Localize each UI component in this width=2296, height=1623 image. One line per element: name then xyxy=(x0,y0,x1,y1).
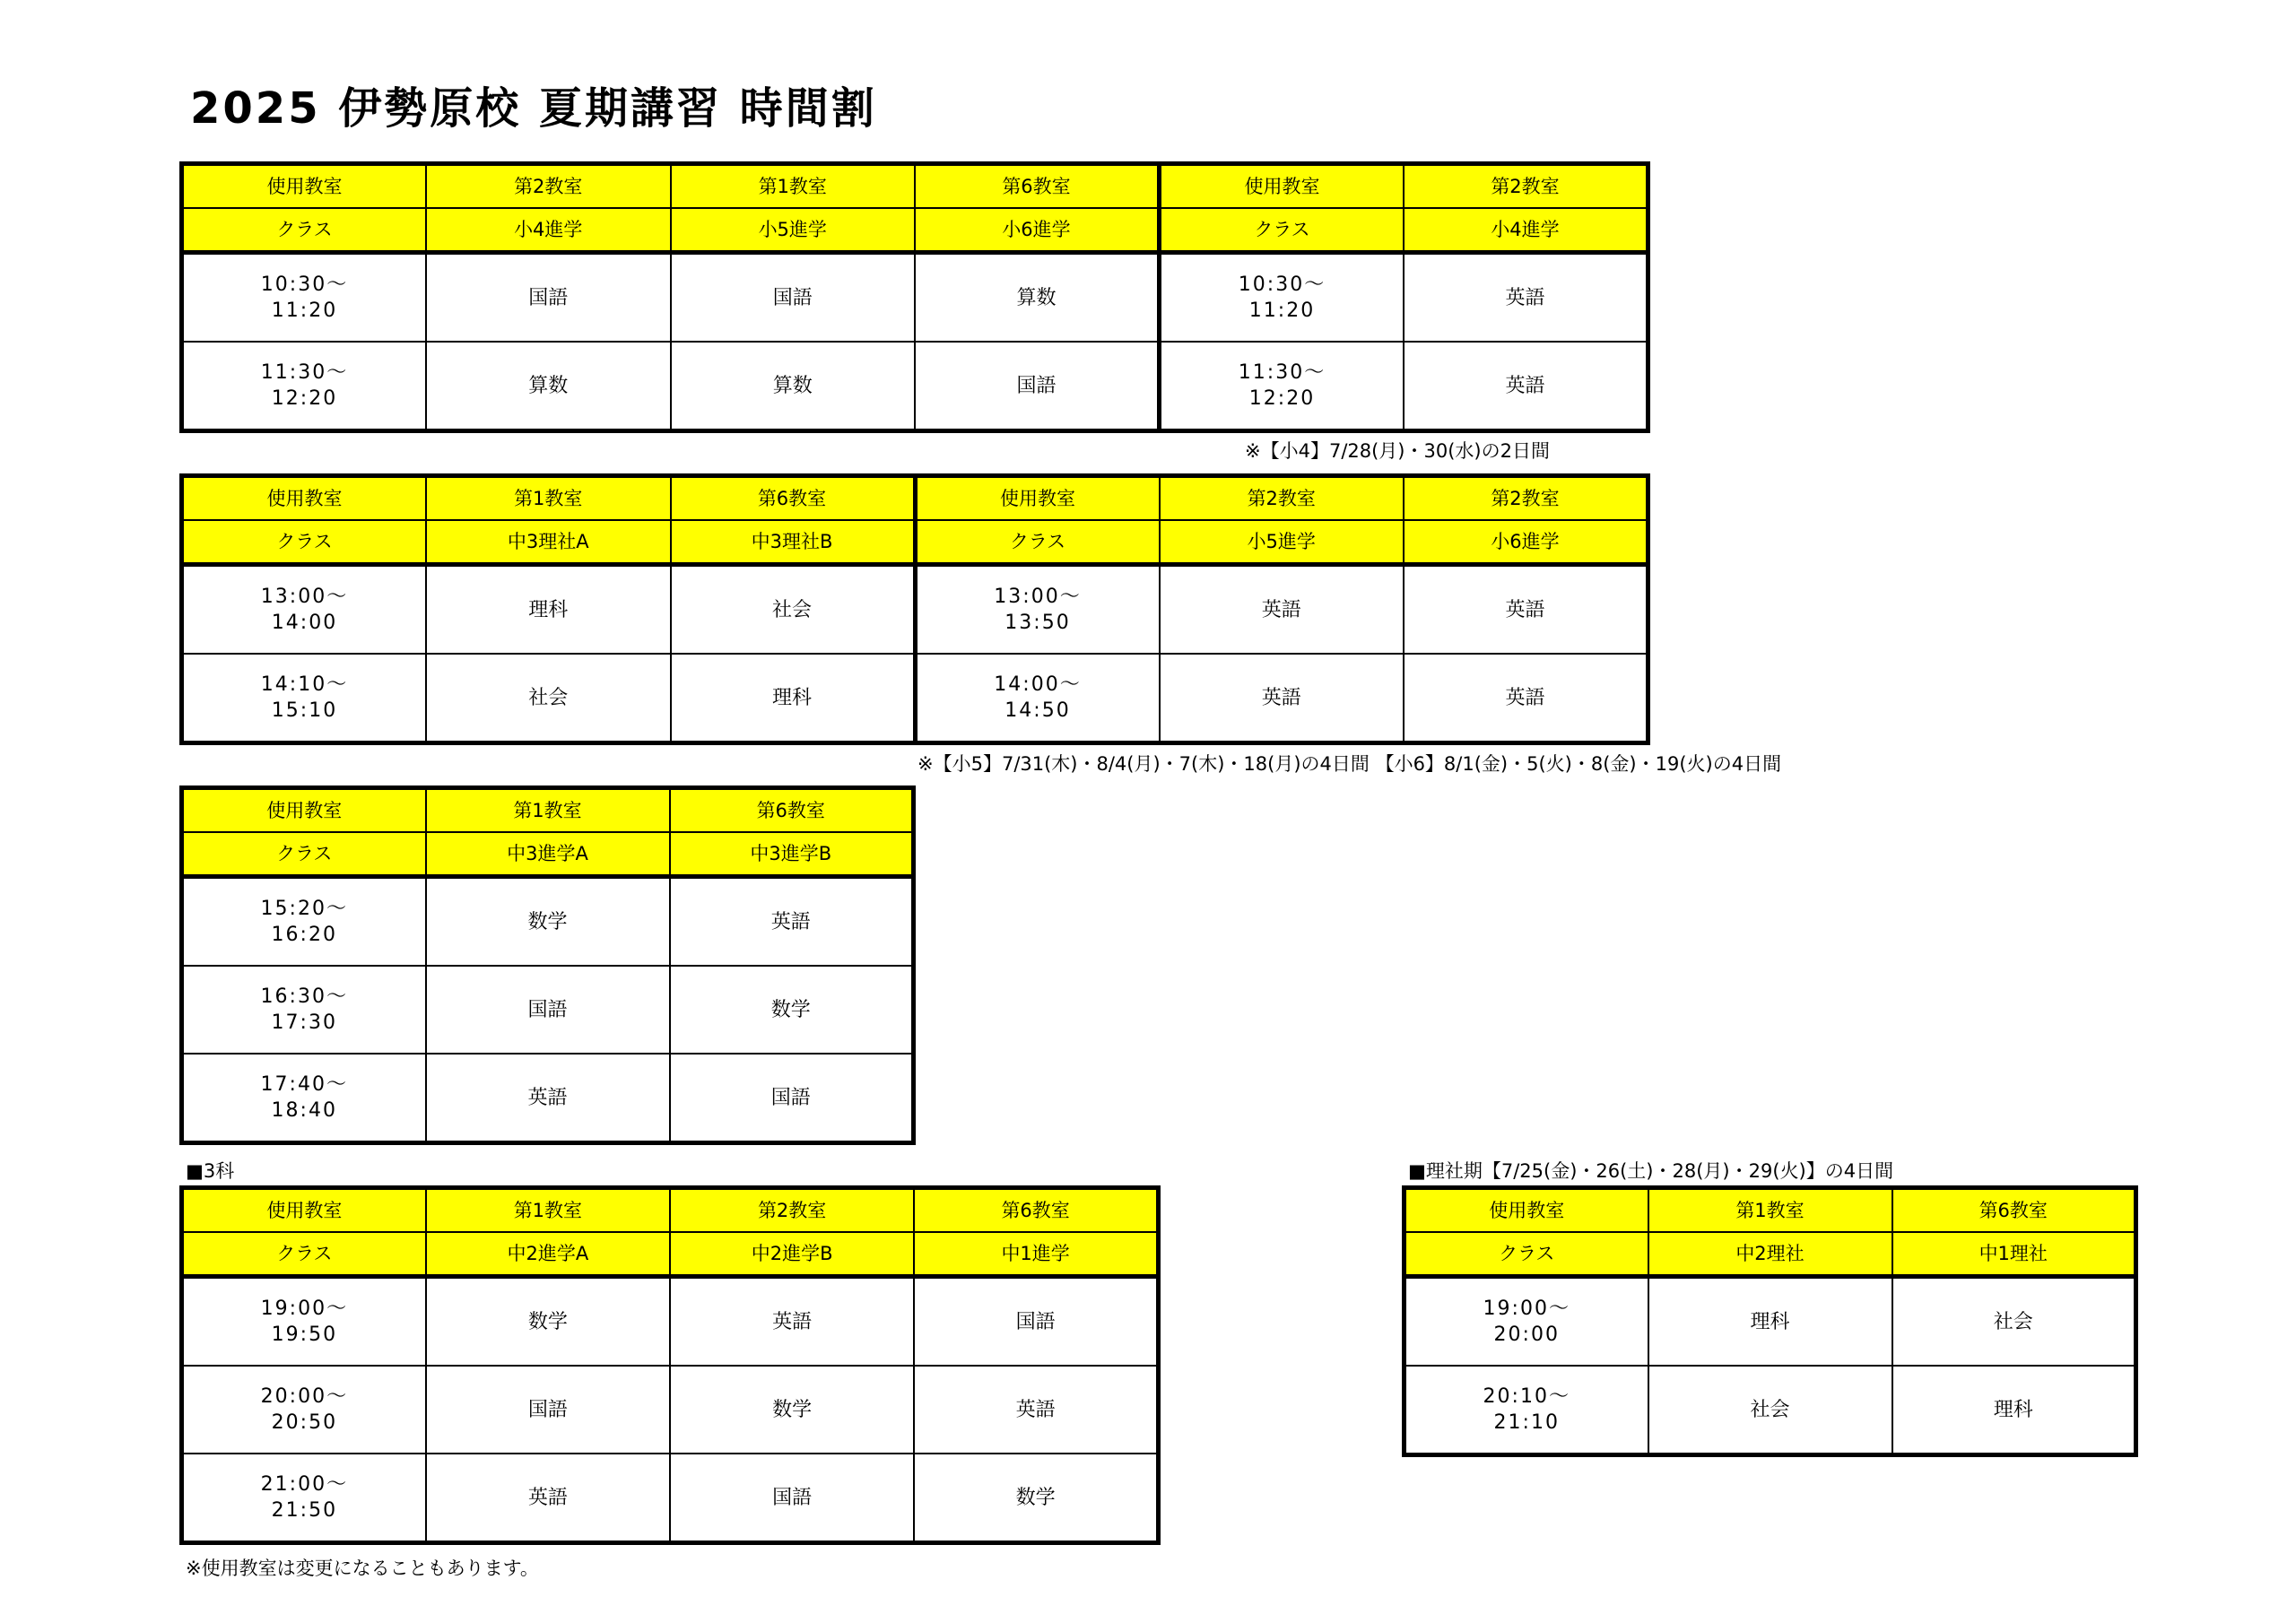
cell-text: 第2教室 xyxy=(757,1199,827,1221)
subject-cell xyxy=(426,1277,670,1367)
cell-text: 英語 xyxy=(527,1086,568,1109)
room-cell xyxy=(671,164,916,209)
class-cell xyxy=(1648,1232,1892,1277)
timetable-rishaki xyxy=(1402,1185,2138,1457)
time-range-line: 13:50 xyxy=(1004,612,1071,634)
cell-text: 使用教室 xyxy=(266,487,343,509)
time-range-line: 19:00～ xyxy=(1483,1298,1570,1320)
cell-text: 国語 xyxy=(1015,1310,1056,1333)
room-cell xyxy=(1404,476,1648,521)
cell-text: 中3進学B xyxy=(750,842,832,864)
cell-text: 第1教室 xyxy=(1735,1199,1805,1221)
subject-cell xyxy=(915,342,1160,431)
cell-text: 小6進学 xyxy=(1491,530,1560,552)
cell-text: 小4進学 xyxy=(514,218,583,240)
cell-text: 英語 xyxy=(1505,374,1545,397)
time-cell xyxy=(1405,1277,1648,1367)
time-range-line: 10:30～ xyxy=(260,273,349,296)
cell-text: 使用教室 xyxy=(266,799,343,821)
time-range-line: 20:00 xyxy=(1493,1324,1560,1346)
cell-text: 理科 xyxy=(771,686,812,709)
time-cell xyxy=(1160,342,1405,431)
class-label-cell xyxy=(915,520,1160,565)
cell-text: 中3理社B xyxy=(751,530,833,552)
cell-text: 第1教室 xyxy=(514,487,583,509)
subject-cell xyxy=(670,877,914,967)
period-row xyxy=(182,253,1648,343)
class-cell xyxy=(426,1232,670,1277)
class-header-row xyxy=(1405,1232,2136,1277)
room-label-cell xyxy=(1160,164,1405,209)
cell-text: 使用教室 xyxy=(266,175,343,197)
time-cell xyxy=(182,1054,426,1143)
room-label-cell xyxy=(182,476,427,521)
room-cell xyxy=(915,164,1160,209)
cell-text: クラス xyxy=(1499,1242,1555,1264)
cell-text: 中2進学B xyxy=(751,1242,833,1264)
period-row xyxy=(182,1366,1159,1454)
cell-text: 第6教室 xyxy=(757,487,827,509)
cell-text: 中3進学A xyxy=(507,842,588,864)
time-range-line: 11:20 xyxy=(1248,299,1316,322)
cell-text: 数学 xyxy=(527,1310,568,1333)
room-header-row xyxy=(182,788,914,833)
time-range-line: 12:20 xyxy=(1248,387,1316,410)
cell-text: 中3理社A xyxy=(507,530,589,552)
timetable-afternoon xyxy=(179,473,1650,745)
time-cell xyxy=(915,565,1160,655)
cell-text: 国語 xyxy=(772,1486,813,1509)
time-range-line: 11:30～ xyxy=(1238,361,1326,384)
class-cell xyxy=(426,208,671,253)
cell-text: 社会 xyxy=(528,686,569,709)
time-range-line: 19:00～ xyxy=(260,1298,349,1320)
time-cell xyxy=(1160,253,1405,343)
time-range-line: 14:00 xyxy=(271,612,338,634)
subject-cell xyxy=(1404,565,1648,655)
time-range-line: 20:10～ xyxy=(1483,1385,1570,1408)
class-label-cell xyxy=(182,208,427,253)
timetable-elementary-morning xyxy=(179,161,1650,433)
cell-text: 第6教室 xyxy=(1001,1199,1070,1221)
class-label-cell xyxy=(1160,208,1405,253)
subject-cell xyxy=(671,654,916,743)
time-range-line: 12:20 xyxy=(271,387,338,410)
timetable-junior-high-3 xyxy=(179,785,916,1145)
time-range-line: 16:20 xyxy=(271,924,337,946)
cell-text: 数学 xyxy=(527,910,568,933)
cell-text: 国語 xyxy=(1016,374,1057,397)
time-range-line: 11:20 xyxy=(271,299,338,322)
period-row xyxy=(1405,1366,2136,1455)
class-label-cell xyxy=(182,832,426,877)
cell-text: 数学 xyxy=(1015,1486,1056,1509)
period-row xyxy=(182,342,1648,431)
cell-text: 小5進学 xyxy=(758,218,827,240)
time-range-line: 21:00～ xyxy=(260,1473,349,1496)
cell-text: 理科 xyxy=(528,598,569,621)
room-cell xyxy=(426,476,671,521)
room-header-row xyxy=(1405,1188,2136,1233)
cell-text: クラス xyxy=(1254,218,1310,240)
period-row xyxy=(182,654,1648,743)
subject-cell xyxy=(426,253,671,343)
period-row xyxy=(182,565,1648,655)
section-label-3ka: ■3科 xyxy=(186,1160,235,1182)
class-cell xyxy=(1892,1232,2136,1277)
period-row xyxy=(182,1054,914,1143)
subject-cell xyxy=(914,1454,1158,1543)
time-cell xyxy=(182,877,426,967)
room-cell xyxy=(426,164,671,209)
cell-text: 国語 xyxy=(528,286,569,309)
class-cell xyxy=(671,520,916,565)
room-label-cell xyxy=(182,164,427,209)
time-range-line: 21:10 xyxy=(1493,1411,1560,1434)
class-label-cell xyxy=(182,520,427,565)
cell-text: 英語 xyxy=(1505,286,1545,309)
cell-text: 国語 xyxy=(527,998,568,1021)
cell-text: 国語 xyxy=(770,1086,811,1109)
class-cell xyxy=(670,1232,914,1277)
cell-text: 国語 xyxy=(527,1398,568,1421)
cell-text: 第6教室 xyxy=(1002,175,1071,197)
time-cell xyxy=(182,1454,426,1543)
cell-text: 英語 xyxy=(1505,686,1545,709)
cell-text: 使用教室 xyxy=(266,1199,343,1221)
subject-cell xyxy=(426,342,671,431)
time-range-line: 15:10 xyxy=(271,699,338,722)
room-cell xyxy=(671,476,916,521)
subject-cell xyxy=(670,1366,914,1454)
room-label-cell xyxy=(182,1188,426,1233)
class-header-row xyxy=(182,520,1648,565)
class-cell xyxy=(1404,208,1648,253)
subject-cell xyxy=(1404,253,1648,343)
note-elementary-5-6: ※【小5】7/31(木)・8/4(月)・7(木)・18(月)の4日間 【小6】8/1(金)・5(火)・8(金)・19(火)の4日間 xyxy=(918,753,1782,775)
subject-cell xyxy=(1648,1366,1892,1455)
room-label-cell xyxy=(182,788,426,833)
cell-text: クラス xyxy=(276,530,333,552)
time-cell xyxy=(182,342,427,431)
cell-text: 英語 xyxy=(770,910,811,933)
subject-cell xyxy=(1892,1366,2136,1455)
cell-text: 中1理社 xyxy=(1979,1242,2048,1264)
section-label-rishaki: ■理社期【7/25(金)・26(土)・28(月)・29(火)】の4日間 xyxy=(1408,1160,1894,1182)
cell-text: クラス xyxy=(276,842,333,864)
time-range-line: 15:20～ xyxy=(260,898,348,920)
class-cell xyxy=(1160,520,1405,565)
class-header-row xyxy=(182,208,1648,253)
cell-text: 英語 xyxy=(527,1486,568,1509)
class-cell xyxy=(670,832,914,877)
cell-text: 英語 xyxy=(772,1310,813,1333)
room-header-row xyxy=(182,476,1648,521)
time-range-line: 18:40 xyxy=(271,1099,337,1122)
time-range-line: 19:50 xyxy=(271,1324,338,1346)
cell-text: 中2進学A xyxy=(507,1242,589,1264)
cell-text: 社会 xyxy=(1750,1398,1790,1421)
room-cell xyxy=(426,788,670,833)
subject-cell xyxy=(670,1054,914,1143)
cell-text: 算数 xyxy=(1016,286,1057,309)
subject-cell xyxy=(670,1454,914,1543)
period-row xyxy=(182,1454,1159,1543)
class-label-cell xyxy=(182,1232,426,1277)
cell-text: 小5進学 xyxy=(1247,530,1316,552)
subject-cell xyxy=(426,877,670,967)
room-cell xyxy=(670,788,914,833)
time-cell xyxy=(182,1366,426,1454)
time-range-line: 10:30～ xyxy=(1238,273,1326,296)
room-cell xyxy=(1404,164,1648,209)
cell-text: 第2教室 xyxy=(1247,487,1316,509)
cell-text: 社会 xyxy=(1993,1310,2033,1333)
cell-text: クラス xyxy=(1009,530,1066,552)
subject-cell xyxy=(1160,565,1405,655)
cell-text: 英語 xyxy=(1015,1398,1056,1421)
time-cell xyxy=(1405,1366,1648,1455)
cell-text: 第6教室 xyxy=(1979,1199,2048,1221)
period-row xyxy=(182,966,914,1054)
room-cell xyxy=(670,1188,914,1233)
time-range-line: 20:00～ xyxy=(260,1385,349,1408)
cell-text: 社会 xyxy=(771,598,812,621)
cell-text: 算数 xyxy=(528,374,569,397)
time-range-line: 17:30 xyxy=(271,1011,337,1034)
cell-text: 第2教室 xyxy=(1491,175,1560,197)
subject-cell xyxy=(426,1366,670,1454)
subject-cell xyxy=(671,253,916,343)
time-cell xyxy=(182,654,427,743)
time-range-line: 13:00～ xyxy=(260,586,349,608)
time-cell xyxy=(182,253,427,343)
class-cell xyxy=(915,208,1160,253)
time-range-line: 14:00～ xyxy=(994,673,1082,696)
room-header-row xyxy=(182,164,1648,209)
cell-text: 第1教室 xyxy=(513,1199,583,1221)
subject-cell xyxy=(426,966,670,1054)
time-range-line: 17:40～ xyxy=(260,1073,348,1096)
page-title: 2025 伊勢原校 夏期講習 時間割 xyxy=(190,83,877,134)
footer-note: ※使用教室は変更になることもあります。 xyxy=(186,1558,539,1579)
period-row xyxy=(182,877,914,967)
note-elementary-4: ※【小4】7/28(月)・30(水)の2日間 xyxy=(1245,440,1550,462)
cell-text: 数学 xyxy=(770,998,811,1021)
class-cell xyxy=(671,208,916,253)
cell-text: 使用教室 xyxy=(1000,487,1075,509)
time-range-line: 11:30～ xyxy=(260,361,349,384)
cell-text: 第6教室 xyxy=(756,799,825,821)
subject-cell xyxy=(914,1366,1158,1454)
cell-text: 第2教室 xyxy=(514,175,583,197)
subject-cell xyxy=(671,565,916,655)
class-cell xyxy=(1404,520,1648,565)
time-range-line: 14:50 xyxy=(1004,699,1071,722)
room-header-row xyxy=(182,1188,1159,1233)
room-label-cell xyxy=(1405,1188,1648,1233)
timetable-3ka xyxy=(179,1185,1161,1545)
cell-text: 算数 xyxy=(772,374,813,397)
time-range-line: 20:50 xyxy=(271,1411,338,1434)
cell-text: 中1進学 xyxy=(1001,1242,1070,1264)
cell-text: 第2教室 xyxy=(1491,487,1560,509)
subject-cell xyxy=(1892,1277,2136,1367)
time-range-line: 21:50 xyxy=(271,1499,338,1522)
cell-text: 国語 xyxy=(772,286,813,309)
cell-text: 第1教室 xyxy=(758,175,827,197)
time-range-line: 16:30～ xyxy=(260,985,348,1008)
cell-text: 中2理社 xyxy=(1735,1242,1805,1264)
period-row xyxy=(1405,1277,2136,1367)
cell-text: クラス xyxy=(276,218,333,240)
subject-cell xyxy=(670,1277,914,1367)
class-cell xyxy=(426,520,671,565)
subject-cell xyxy=(914,1277,1158,1367)
cell-text: 使用教室 xyxy=(1244,175,1320,197)
time-range-line: 13:00～ xyxy=(994,586,1082,608)
room-cell xyxy=(1892,1188,2136,1233)
time-cell xyxy=(182,565,427,655)
time-cell xyxy=(182,1277,426,1367)
subject-cell xyxy=(426,565,671,655)
cell-text: 使用教室 xyxy=(1489,1199,1565,1221)
subject-cell xyxy=(671,342,916,431)
subject-cell xyxy=(426,1054,670,1143)
subject-cell xyxy=(1648,1277,1892,1367)
class-header-row xyxy=(182,832,914,877)
period-row xyxy=(182,1277,1159,1367)
class-label-cell xyxy=(1405,1232,1648,1277)
room-cell xyxy=(914,1188,1158,1233)
class-cell xyxy=(426,832,670,877)
cell-text: 第1教室 xyxy=(513,799,582,821)
subject-cell xyxy=(1404,342,1648,431)
room-cell xyxy=(1160,476,1405,521)
subject-cell xyxy=(426,1454,670,1543)
cell-text: 英語 xyxy=(1261,598,1301,621)
room-label-cell xyxy=(915,476,1160,521)
class-header-row xyxy=(182,1232,1159,1277)
cell-text: クラス xyxy=(276,1242,333,1264)
cell-text: 理科 xyxy=(1993,1398,2033,1421)
time-range-line: 14:10～ xyxy=(260,673,349,696)
time-cell xyxy=(182,966,426,1054)
room-cell xyxy=(426,1188,670,1233)
cell-text: 小6進学 xyxy=(1002,218,1071,240)
class-cell xyxy=(914,1232,1158,1277)
subject-cell xyxy=(426,654,671,743)
room-cell xyxy=(1648,1188,1892,1233)
cell-text: 小4進学 xyxy=(1491,218,1560,240)
cell-text: 数学 xyxy=(772,1398,813,1421)
cell-text: 英語 xyxy=(1505,598,1545,621)
subject-cell xyxy=(915,253,1160,343)
subject-cell xyxy=(670,966,914,1054)
subject-cell xyxy=(1160,654,1405,743)
cell-text: 理科 xyxy=(1750,1310,1790,1333)
cell-text: 英語 xyxy=(1261,686,1301,709)
time-cell xyxy=(915,654,1160,743)
subject-cell xyxy=(1404,654,1648,743)
